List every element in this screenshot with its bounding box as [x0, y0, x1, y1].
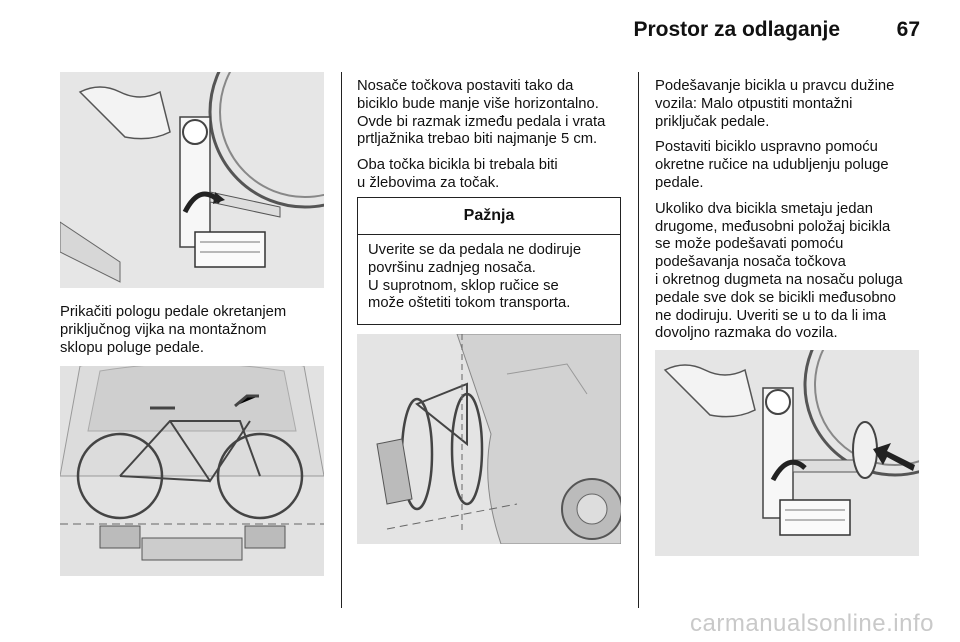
column-1-text — [60, 304, 330, 365]
page-number: 67 — [896, 18, 920, 41]
caution-box — [357, 197, 621, 325]
instruction-paragraph: Oba točka bicikla bi trebala biti u žlebovima za točak. — [357, 157, 558, 191]
instruction-paragraph: Ukoliko dva bicikla smetaju jedan drugome, međusobni položaj bicikla se može podešavati pomoću podešavanja nosača točkova i okretnog dugmeta na nosaču poluga pedale sve dok se bicikli međusobno ne dodiruju. Uveriti se u to da li ima dovoljno razmaka do vozila. — [655, 200, 903, 342]
column-divider-right — [638, 72, 639, 608]
pedal-adjustment-illustration — [655, 350, 919, 556]
instruction-paragraph: Prikačiti pologu pedale okretanjem priključnog vijka na montažnom sklopu poluge pedale. — [60, 304, 287, 356]
instruction-paragraph: Podešavanje bicikla u pravcu dužine vozila: Malo otpustiti montažni priključak pedale. — [655, 78, 895, 130]
column-2-text — [357, 78, 627, 201]
watermark-text: carmanualsonline.info — [690, 610, 934, 637]
caution-title: Pažnja — [358, 198, 620, 235]
column-divider-left — [341, 72, 342, 608]
pedal-clamp-illustration — [60, 72, 324, 288]
rear-bike-carrier-illustration — [60, 366, 324, 576]
bike-on-carrier-side-illustration — [357, 334, 621, 544]
column-3-text — [655, 78, 925, 351]
caution-text: Uverite se da pedala ne dodiruje površinu zadnjeg nosača. U suprotnom, sklop ručice se može oštetiti tokom transporta. — [368, 242, 582, 312]
instruction-paragraph: Nosače točkova postaviti tako da biciklo bude manje više horizontalno. Ovde bi razmak između pedala i vrata prtljažnika trebao biti najmanje 5 cm. — [357, 78, 606, 148]
instruction-paragraph: Postaviti biciklo uspravno pomoću okretne ručice na udubljenju poluge pedale. — [655, 139, 889, 191]
page-title: Prostor za odlaganje — [633, 18, 840, 41]
